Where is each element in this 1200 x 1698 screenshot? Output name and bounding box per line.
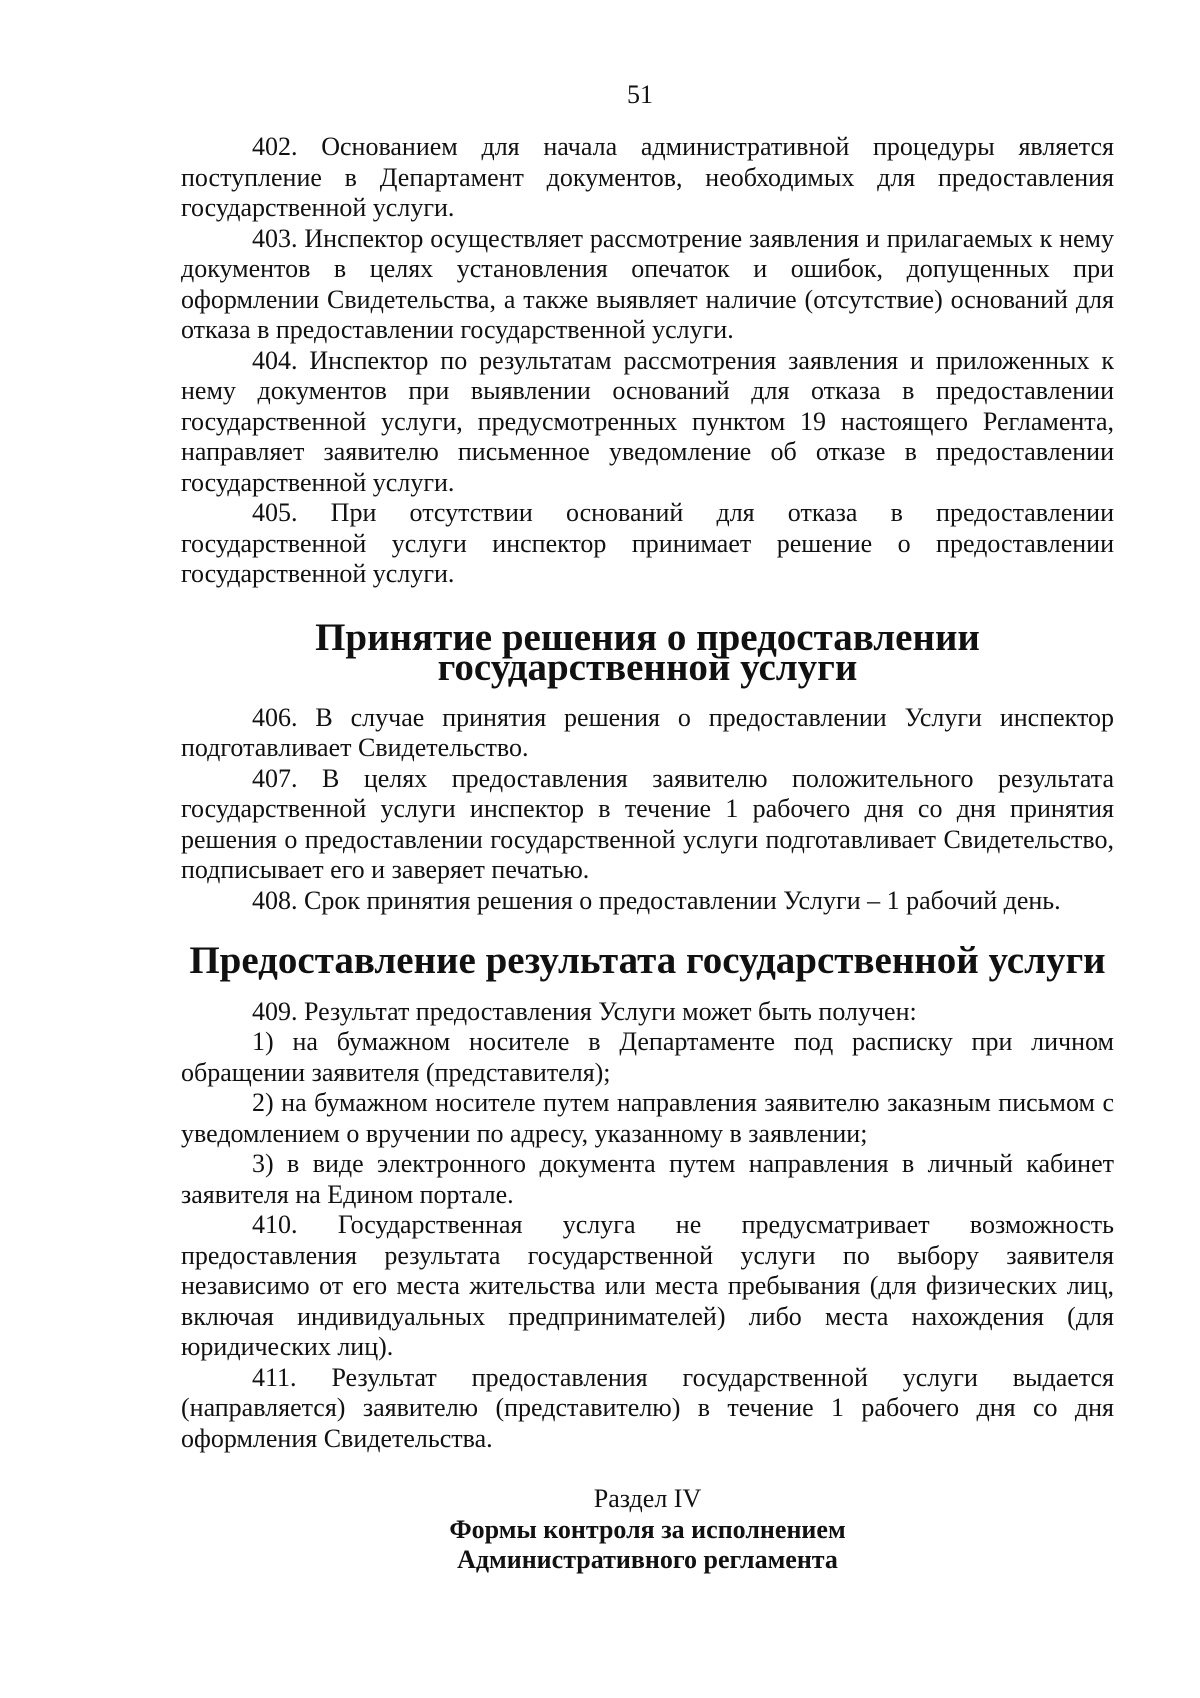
paragraph-403: 403. Инспектор осуществляет рассмотрение заявления и прилагаемых к нему документов в целях установления опечаток и ошибок, допущенных при оформлении Свидетельства, а также выявляет наличие (отсутствие) оснований для отказа в предоставлении государственной услуги. bbox=[181, 223, 1114, 344]
paragraph-407: 407. В целях предоставления заявителю положительного результата государственной услуги инспектор в течение 1 рабочего дня со дня принятия решения о предоставлении государственной услуги подготавливает Свидетельство, подписывает его и заверяет печатью. bbox=[181, 763, 1114, 884]
list-item-3: 3) в виде электронного документа путем направления в личный кабинет заявителя на Едином портале. bbox=[181, 1149, 1114, 1209]
list-item-1: 1) на бумажном носителе в Департаменте под расписку при личном обращении заявителя (представителя); bbox=[181, 1027, 1114, 1087]
paragraph-409: 409. Результат предоставления Услуги может быть получен: bbox=[252, 996, 917, 1026]
paragraph-405: 405. При отсутствии оснований для отказа в предоставлении государственной услуги инспектор принимает решение о предоставлении государственной услуги. bbox=[181, 498, 1114, 588]
section-label: Раздел IV bbox=[593, 1484, 702, 1513]
section-title-line-1: Формы контроля за исполнением bbox=[449, 1514, 846, 1544]
paragraph-410: 410. Государственная услуга не предусматривает возможность предоставления результата государственной услуги по выбору заявителя независимо от его места жительства или места пребывания (для физических лиц, включая индивидуальных предпринимателей) либо места нахождения (для юридических лиц). bbox=[181, 1210, 1114, 1361]
paragraph-406: 406. В случае принятия решения о предоставлении Услуги инспектор подготавливает Свидетельство. bbox=[181, 702, 1114, 762]
paragraph-404: 404. Инспектор по результатам рассмотрения заявления и приложенных к нему документов при выявлении оснований для отказа в предоставлении государственной услуги, предусмотренных пунктом 19 настоящего Регламента, направляет заявителю письменное уведомление об отказе в предоставлении государственной услуги. bbox=[181, 345, 1114, 497]
list-item-2: 2) на бумажном носителе путем направления заявителю заказным письмом с уведомлением о вручении по адресу, указанному в заявлении; bbox=[181, 1088, 1114, 1148]
paragraph-408: 408. Срок принятия решения о предоставлении Услуги – 1 рабочий день. bbox=[252, 885, 1061, 915]
paragraph-411: 411. Результат предоставления государственной услуги выдается (направляется) заявителю (представителю) в течение 1 рабочего дня со дня оформления Свидетельства. bbox=[181, 1362, 1114, 1453]
section-title-line-2: Административного регламента bbox=[457, 1545, 838, 1574]
heading-decision: Принятие решения о предоставлении государственной услуги bbox=[315, 615, 980, 689]
document-body bbox=[181, 132, 1114, 1576]
page-number: 51 bbox=[627, 80, 653, 109]
paragraph-402: 402. Основанием для начала административной процедуры является поступление в Департамент документов, необходимых для предоставления государственной услуги. bbox=[181, 132, 1114, 222]
heading-result: Предоставление результата государственной услуги bbox=[189, 939, 1106, 982]
